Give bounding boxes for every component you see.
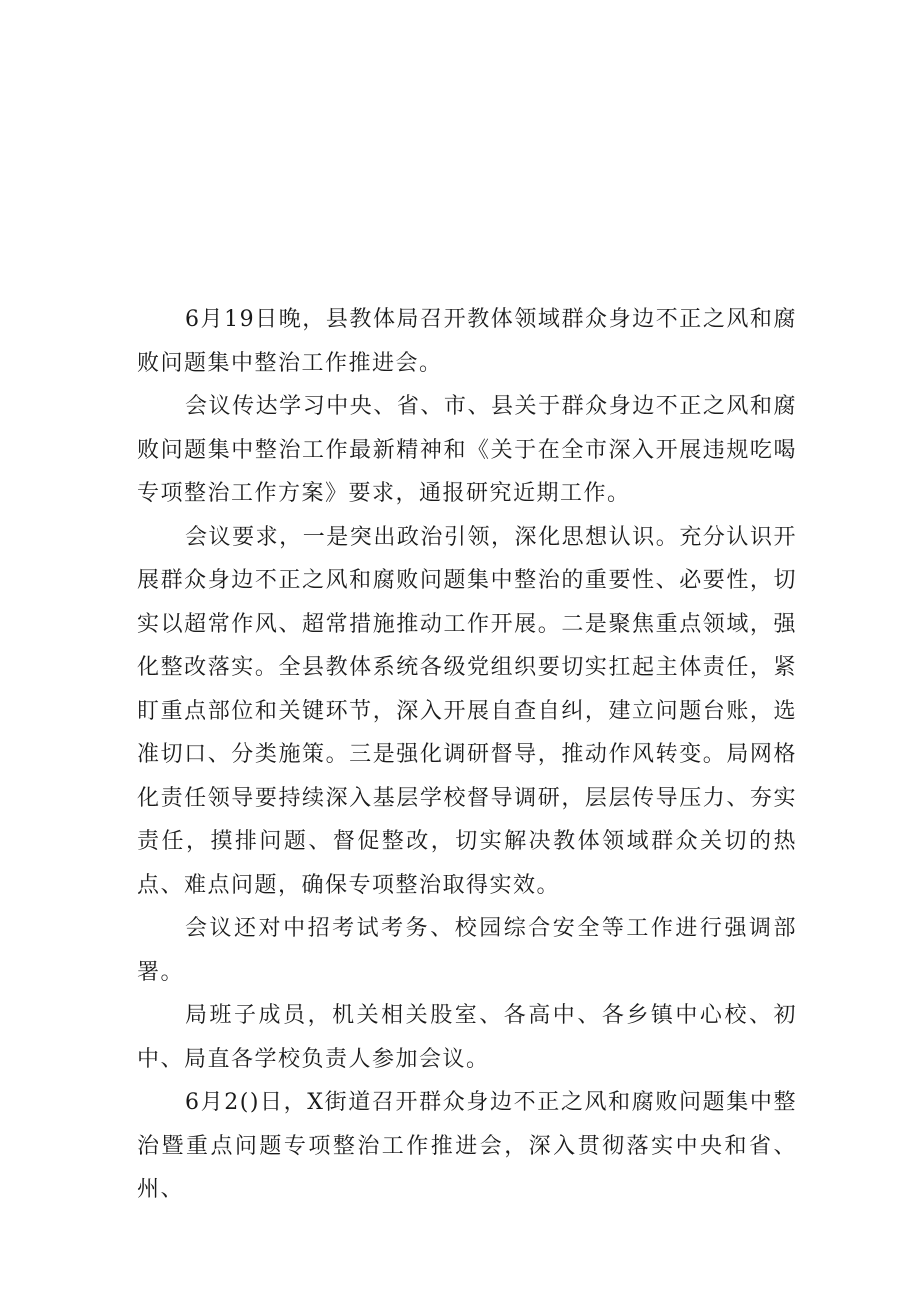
paragraph-attendees: 局班子成员，机关相关股室、各高中、各乡镇中心校、初中、局直各学校负责人参加会议。: [137, 1003, 797, 1072]
paragraph-street-meeting: 6月2()日，X街道召开群众身边不正之风和腐败问题集中整治暨重点问题专项整治工作推进会，深入贯彻落实中央和省、州、: [137, 1090, 797, 1202]
paragraph-meeting-date: 6月19日晚，县教体局召开教体领域群众身边不正之风和腐败问题集中整治工作推进会。: [137, 307, 797, 376]
document-body: [137, 298, 797, 1212]
paragraph-meeting-content: 会议传达学习中央、省、市、县关于群众身边不正之风和腐败问题集中整治工作最新精神和《关于在全市深入开展违规吃喝专项整治工作方案》要求，通报研究近期工作。: [137, 394, 797, 506]
paragraph-deployment: 会议还对中招考试考务、校园综合安全等工作进行强调部署。: [137, 916, 797, 985]
paragraph-meeting-requirements: 会议要求，一是突出政治引领，深化思想认识。充分认识开展群众身边不正之风和腐败问题集中整治的重要性、必要性，切实以超常作风、超常措施推动工作开展。二是聚焦重点领域，强化整改落实。全县教体系统各级党组织要切实扛起主体责任，紧盯重点部位和关键环节，深入开展自查自纠，建立问题台账，选准切口、分类施策。三是强化调研督导，推动作风转变。局网格化责任领导要持续深入基层学校督导调研，层层传导压力、夯实责任，摸排问题、督促整改，切实解决教体领域群众关切的热点、难点问题，确保专项整治取得实效。: [137, 524, 797, 898]
